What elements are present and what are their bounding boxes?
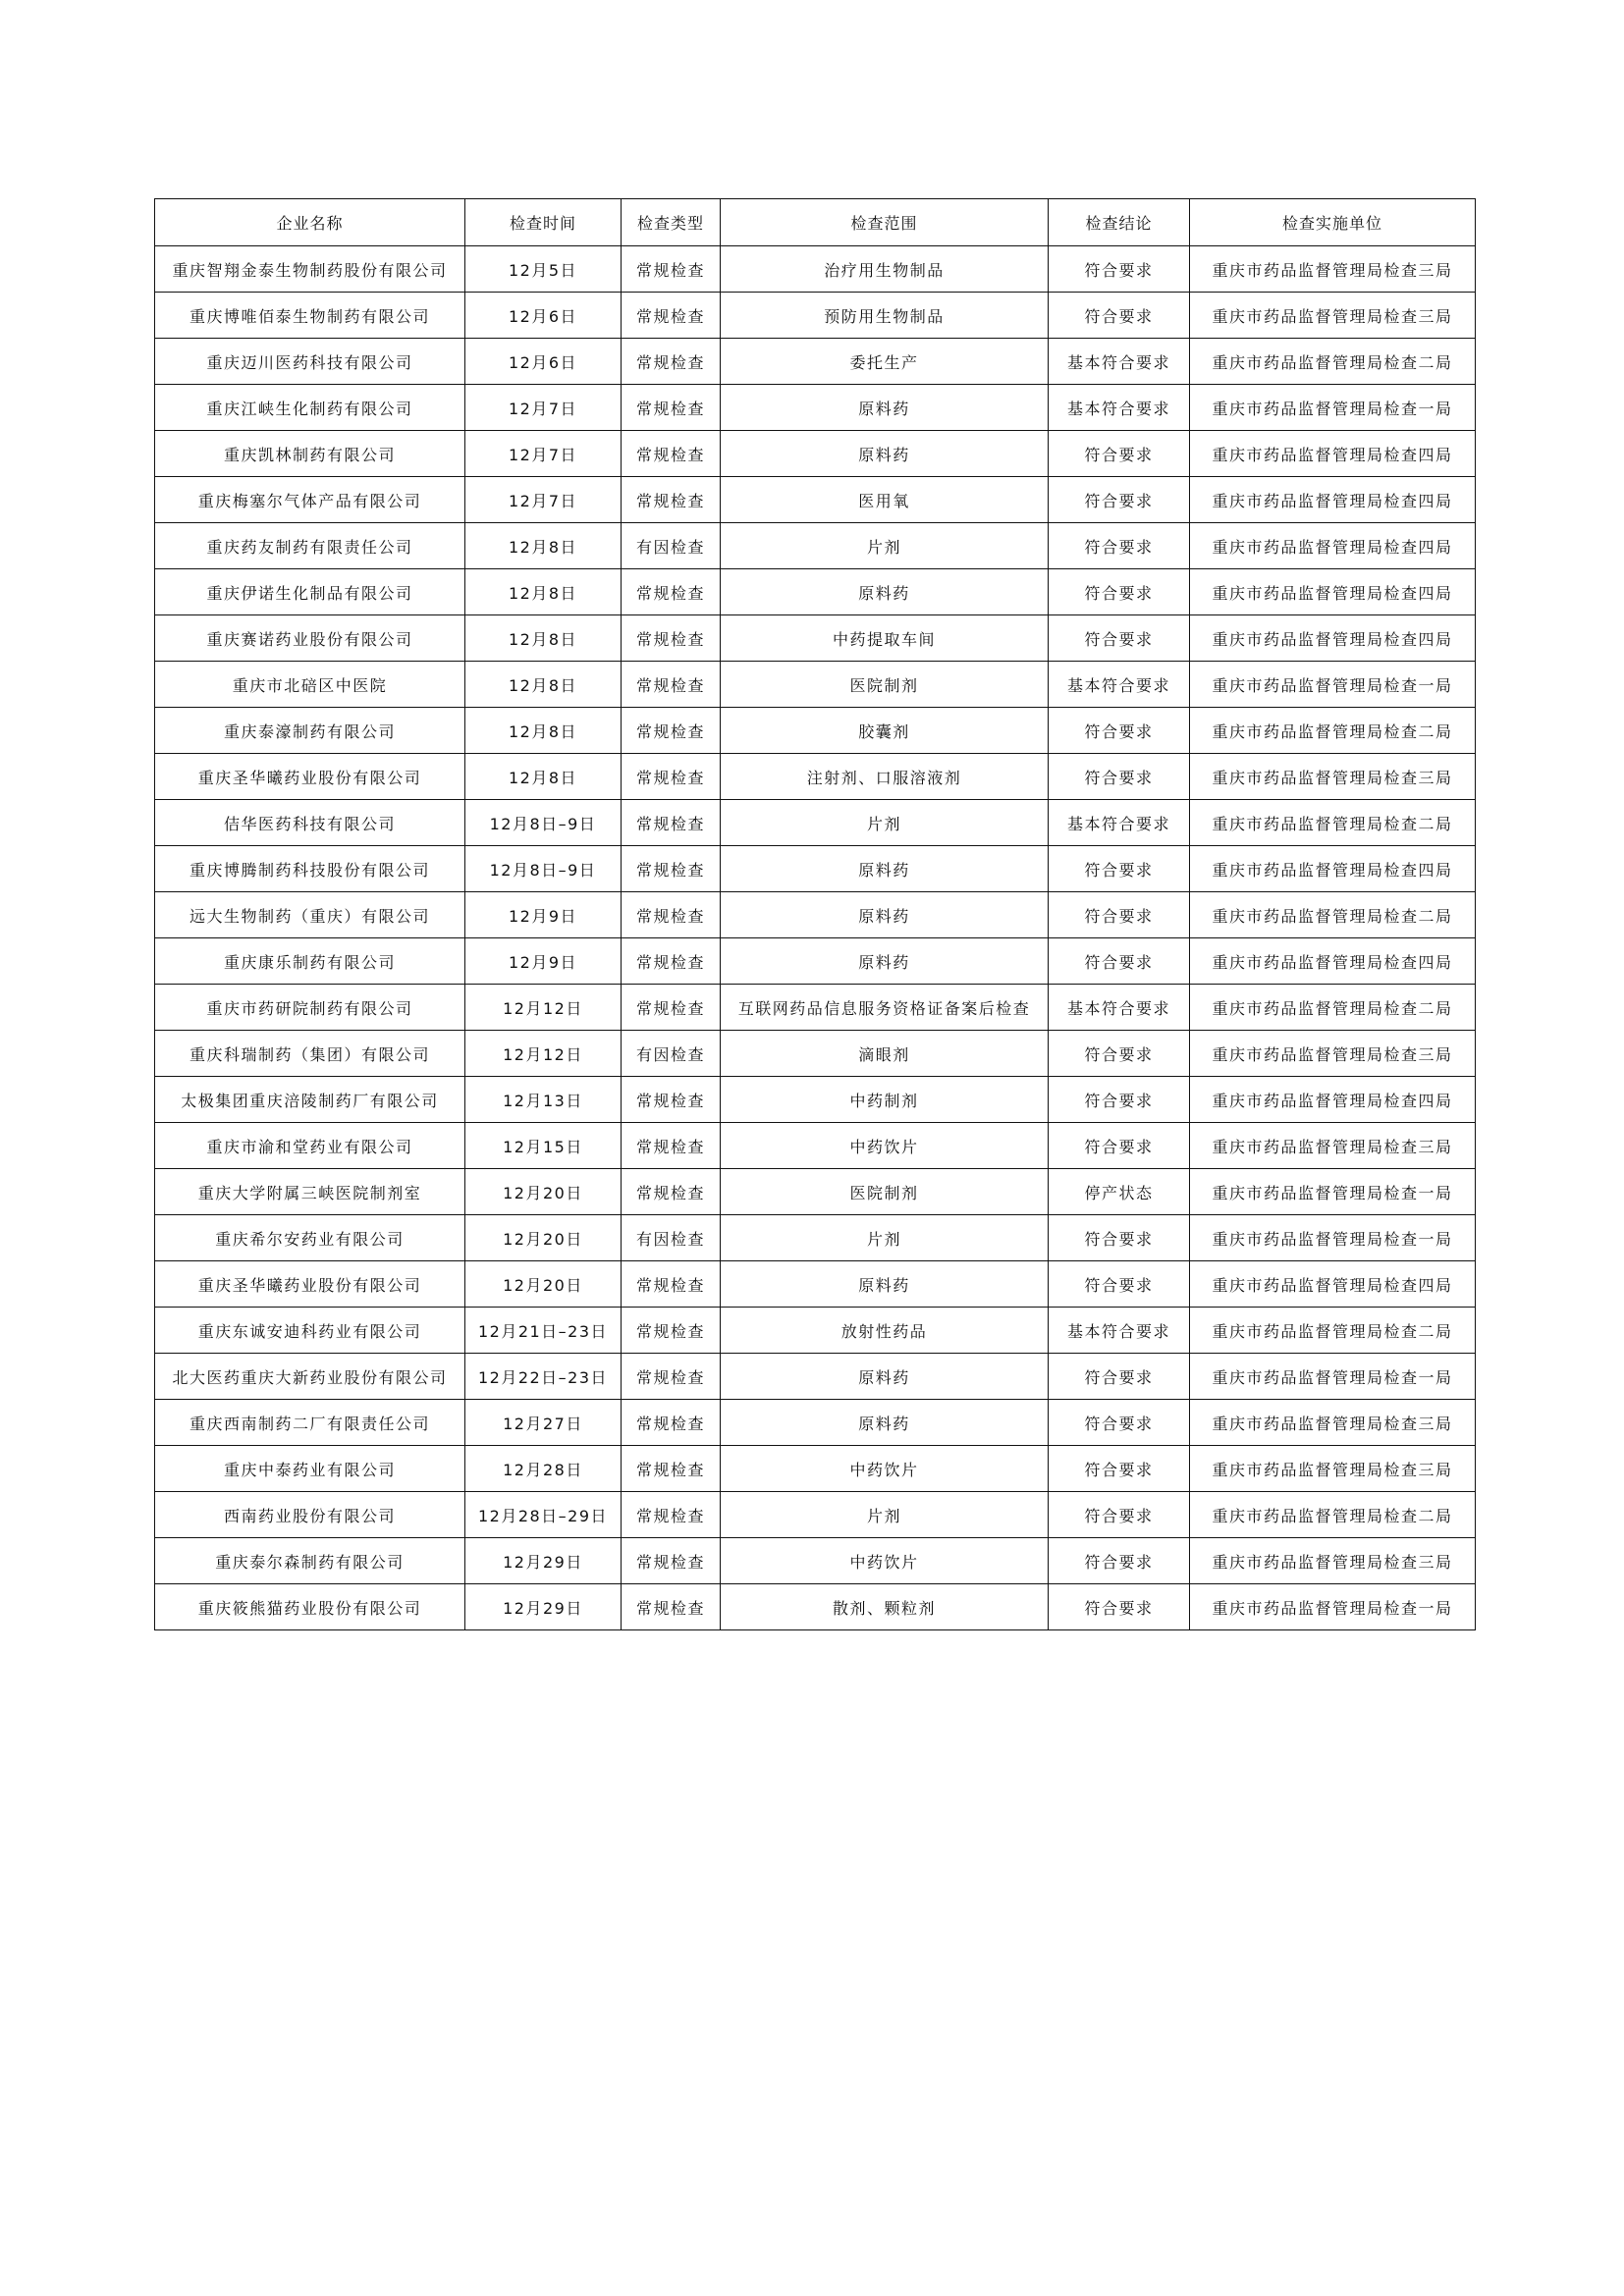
conclusion-cell: 符合要求 bbox=[1049, 846, 1190, 892]
date-cell: 12月7日 bbox=[465, 477, 622, 523]
scope-cell: 委托生产 bbox=[721, 339, 1049, 385]
conclusion-cell: 基本符合要求 bbox=[1049, 662, 1190, 708]
scope-cell: 散剂、颗粒剂 bbox=[721, 1584, 1049, 1630]
scope-cell: 互联网药品信息服务资格证备案后检查 bbox=[721, 985, 1049, 1031]
table-header bbox=[155, 199, 1476, 246]
type-cell: 常规检查 bbox=[622, 938, 721, 985]
header-row bbox=[155, 199, 1476, 246]
company-cell: 重庆博唯佰泰生物制药有限公司 bbox=[155, 293, 465, 339]
unit-cell: 重庆市药品监督管理局检查一局 bbox=[1190, 662, 1476, 708]
table-row bbox=[155, 1077, 1476, 1123]
date-cell: 12月29日 bbox=[465, 1538, 622, 1584]
date-cell: 12月8日 bbox=[465, 523, 622, 569]
table-row bbox=[155, 1031, 1476, 1077]
table-row bbox=[155, 1446, 1476, 1492]
scope-cell: 中药饮片 bbox=[721, 1123, 1049, 1169]
unit-cell: 重庆市药品监督管理局检查二局 bbox=[1190, 800, 1476, 846]
unit-cell: 重庆市药品监督管理局检查一局 bbox=[1190, 1169, 1476, 1215]
date-cell: 12月8日–9日 bbox=[465, 800, 622, 846]
type-cell: 常规检查 bbox=[622, 662, 721, 708]
company-cell: 重庆康乐制药有限公司 bbox=[155, 938, 465, 985]
scope-cell: 原料药 bbox=[721, 1354, 1049, 1400]
conclusion-cell: 符合要求 bbox=[1049, 293, 1190, 339]
scope-cell: 放射性药品 bbox=[721, 1308, 1049, 1354]
date-cell: 12月29日 bbox=[465, 1584, 622, 1630]
company-cell: 重庆梅塞尔气体产品有限公司 bbox=[155, 477, 465, 523]
unit-cell: 重庆市药品监督管理局检查二局 bbox=[1190, 892, 1476, 938]
date-cell: 12月7日 bbox=[465, 431, 622, 477]
company-cell: 重庆市药研院制药有限公司 bbox=[155, 985, 465, 1031]
conclusion-cell: 符合要求 bbox=[1049, 1492, 1190, 1538]
date-cell: 12月28日 bbox=[465, 1446, 622, 1492]
type-cell: 常规检查 bbox=[622, 615, 721, 662]
unit-cell: 重庆市药品监督管理局检查四局 bbox=[1190, 938, 1476, 985]
unit-cell: 重庆市药品监督管理局检查二局 bbox=[1190, 708, 1476, 754]
scope-cell: 片剂 bbox=[721, 1492, 1049, 1538]
company-cell: 西南药业股份有限公司 bbox=[155, 1492, 465, 1538]
type-cell: 常规检查 bbox=[622, 1354, 721, 1400]
date-cell: 12月8日 bbox=[465, 662, 622, 708]
company-cell: 重庆伊诺生化制品有限公司 bbox=[155, 569, 465, 615]
unit-cell: 重庆市药品监督管理局检查三局 bbox=[1190, 1538, 1476, 1584]
scope-cell: 治疗用生物制品 bbox=[721, 246, 1049, 293]
conclusion-cell: 基本符合要求 bbox=[1049, 385, 1190, 431]
conclusion-cell: 符合要求 bbox=[1049, 246, 1190, 293]
company-cell: 重庆东诚安迪科药业有限公司 bbox=[155, 1308, 465, 1354]
date-cell: 12月21日–23日 bbox=[465, 1308, 622, 1354]
scope-cell: 原料药 bbox=[721, 431, 1049, 477]
table-row bbox=[155, 339, 1476, 385]
type-cell: 常规检查 bbox=[622, 800, 721, 846]
scope-cell: 片剂 bbox=[721, 800, 1049, 846]
scope-cell: 原料药 bbox=[721, 938, 1049, 985]
scope-cell: 原料药 bbox=[721, 1261, 1049, 1308]
column-header-date: 检查时间 bbox=[465, 199, 622, 246]
conclusion-cell: 符合要求 bbox=[1049, 754, 1190, 800]
unit-cell: 重庆市药品监督管理局检查三局 bbox=[1190, 1446, 1476, 1492]
conclusion-cell: 基本符合要求 bbox=[1049, 1308, 1190, 1354]
conclusion-cell: 符合要求 bbox=[1049, 1031, 1190, 1077]
type-cell: 常规检查 bbox=[622, 569, 721, 615]
company-cell: 重庆中泰药业有限公司 bbox=[155, 1446, 465, 1492]
table-row bbox=[155, 1215, 1476, 1261]
table-row bbox=[155, 1261, 1476, 1308]
conclusion-cell: 符合要求 bbox=[1049, 1123, 1190, 1169]
table-row bbox=[155, 662, 1476, 708]
column-header-type: 检查类型 bbox=[622, 199, 721, 246]
unit-cell: 重庆市药品监督管理局检查三局 bbox=[1190, 1123, 1476, 1169]
company-cell: 重庆希尔安药业有限公司 bbox=[155, 1215, 465, 1261]
date-cell: 12月22日–23日 bbox=[465, 1354, 622, 1400]
unit-cell: 重庆市药品监督管理局检查二局 bbox=[1190, 1492, 1476, 1538]
date-cell: 12月8日 bbox=[465, 615, 622, 662]
conclusion-cell: 基本符合要求 bbox=[1049, 800, 1190, 846]
type-cell: 有因检查 bbox=[622, 1215, 721, 1261]
scope-cell: 医用氧 bbox=[721, 477, 1049, 523]
type-cell: 有因检查 bbox=[622, 523, 721, 569]
unit-cell: 重庆市药品监督管理局检查一局 bbox=[1190, 1215, 1476, 1261]
unit-cell: 重庆市药品监督管理局检查二局 bbox=[1190, 985, 1476, 1031]
table-row bbox=[155, 523, 1476, 569]
type-cell: 常规检查 bbox=[622, 892, 721, 938]
unit-cell: 重庆市药品监督管理局检查四局 bbox=[1190, 523, 1476, 569]
conclusion-cell: 符合要求 bbox=[1049, 1584, 1190, 1630]
type-cell: 常规检查 bbox=[622, 1123, 721, 1169]
type-cell: 常规检查 bbox=[622, 1261, 721, 1308]
date-cell: 12月13日 bbox=[465, 1077, 622, 1123]
date-cell: 12月8日 bbox=[465, 708, 622, 754]
conclusion-cell: 符合要求 bbox=[1049, 1077, 1190, 1123]
table-row bbox=[155, 985, 1476, 1031]
unit-cell: 重庆市药品监督管理局检查四局 bbox=[1190, 477, 1476, 523]
scope-cell: 医院制剂 bbox=[721, 1169, 1049, 1215]
scope-cell: 滴眼剂 bbox=[721, 1031, 1049, 1077]
unit-cell: 重庆市药品监督管理局检查三局 bbox=[1190, 1400, 1476, 1446]
table-row bbox=[155, 1123, 1476, 1169]
table-row bbox=[155, 754, 1476, 800]
table-row bbox=[155, 938, 1476, 985]
table-body bbox=[155, 246, 1476, 1630]
date-cell: 12月6日 bbox=[465, 293, 622, 339]
company-cell: 重庆博腾制药科技股份有限公司 bbox=[155, 846, 465, 892]
type-cell: 常规检查 bbox=[622, 708, 721, 754]
table-row bbox=[155, 246, 1476, 293]
company-cell: 重庆江峡生化制药有限公司 bbox=[155, 385, 465, 431]
company-cell: 佶华医药科技有限公司 bbox=[155, 800, 465, 846]
date-cell: 12月12日 bbox=[465, 985, 622, 1031]
company-cell: 重庆迈川医药科技有限公司 bbox=[155, 339, 465, 385]
type-cell: 常规检查 bbox=[622, 293, 721, 339]
company-cell: 重庆圣华曦药业股份有限公司 bbox=[155, 1261, 465, 1308]
unit-cell: 重庆市药品监督管理局检查四局 bbox=[1190, 1077, 1476, 1123]
company-cell: 重庆筱熊猫药业股份有限公司 bbox=[155, 1584, 465, 1630]
type-cell: 常规检查 bbox=[622, 1584, 721, 1630]
unit-cell: 重庆市药品监督管理局检查四局 bbox=[1190, 615, 1476, 662]
conclusion-cell: 符合要求 bbox=[1049, 615, 1190, 662]
scope-cell: 原料药 bbox=[721, 846, 1049, 892]
conclusion-cell: 符合要求 bbox=[1049, 477, 1190, 523]
conclusion-cell: 符合要求 bbox=[1049, 1446, 1190, 1492]
date-cell: 12月12日 bbox=[465, 1031, 622, 1077]
table-row bbox=[155, 569, 1476, 615]
date-cell: 12月28日–29日 bbox=[465, 1492, 622, 1538]
scope-cell: 中药提取车间 bbox=[721, 615, 1049, 662]
type-cell: 常规检查 bbox=[622, 754, 721, 800]
date-cell: 12月9日 bbox=[465, 938, 622, 985]
conclusion-cell: 符合要求 bbox=[1049, 1215, 1190, 1261]
date-cell: 12月20日 bbox=[465, 1215, 622, 1261]
conclusion-cell: 符合要求 bbox=[1049, 1400, 1190, 1446]
unit-cell: 重庆市药品监督管理局检查四局 bbox=[1190, 431, 1476, 477]
date-cell: 12月20日 bbox=[465, 1169, 622, 1215]
table-row bbox=[155, 800, 1476, 846]
conclusion-cell: 符合要求 bbox=[1049, 569, 1190, 615]
conclusion-cell: 符合要求 bbox=[1049, 1538, 1190, 1584]
company-cell: 重庆市渝和堂药业有限公司 bbox=[155, 1123, 465, 1169]
type-cell: 常规检查 bbox=[622, 1400, 721, 1446]
type-cell: 常规检查 bbox=[622, 1446, 721, 1492]
unit-cell: 重庆市药品监督管理局检查三局 bbox=[1190, 246, 1476, 293]
company-cell: 重庆圣华曦药业股份有限公司 bbox=[155, 754, 465, 800]
conclusion-cell: 符合要求 bbox=[1049, 892, 1190, 938]
table-row bbox=[155, 708, 1476, 754]
column-header-scope: 检查范围 bbox=[721, 199, 1049, 246]
date-cell: 12月5日 bbox=[465, 246, 622, 293]
table-row bbox=[155, 1354, 1476, 1400]
scope-cell: 原料药 bbox=[721, 1400, 1049, 1446]
unit-cell: 重庆市药品监督管理局检查二局 bbox=[1190, 1308, 1476, 1354]
column-header-company: 企业名称 bbox=[155, 199, 465, 246]
scope-cell: 胶囊剂 bbox=[721, 708, 1049, 754]
type-cell: 常规检查 bbox=[622, 1538, 721, 1584]
unit-cell: 重庆市药品监督管理局检查三局 bbox=[1190, 293, 1476, 339]
table-row bbox=[155, 1169, 1476, 1215]
scope-cell: 中药饮片 bbox=[721, 1538, 1049, 1584]
table-row bbox=[155, 1538, 1476, 1584]
unit-cell: 重庆市药品监督管理局检查一局 bbox=[1190, 1584, 1476, 1630]
table-row bbox=[155, 892, 1476, 938]
table-row bbox=[155, 1308, 1476, 1354]
company-cell: 重庆科瑞制药（集团）有限公司 bbox=[155, 1031, 465, 1077]
table-row bbox=[155, 1584, 1476, 1630]
type-cell: 常规检查 bbox=[622, 985, 721, 1031]
unit-cell: 重庆市药品监督管理局检查二局 bbox=[1190, 339, 1476, 385]
table-row bbox=[155, 477, 1476, 523]
date-cell: 12月8日 bbox=[465, 754, 622, 800]
scope-cell: 原料药 bbox=[721, 569, 1049, 615]
scope-cell: 预防用生物制品 bbox=[721, 293, 1049, 339]
conclusion-cell: 停产状态 bbox=[1049, 1169, 1190, 1215]
scope-cell: 片剂 bbox=[721, 523, 1049, 569]
scope-cell: 中药饮片 bbox=[721, 1446, 1049, 1492]
column-header-unit: 检查实施单位 bbox=[1190, 199, 1476, 246]
conclusion-cell: 符合要求 bbox=[1049, 708, 1190, 754]
date-cell: 12月6日 bbox=[465, 339, 622, 385]
scope-cell: 原料药 bbox=[721, 892, 1049, 938]
type-cell: 常规检查 bbox=[622, 385, 721, 431]
conclusion-cell: 基本符合要求 bbox=[1049, 339, 1190, 385]
date-cell: 12月15日 bbox=[465, 1123, 622, 1169]
type-cell: 常规检查 bbox=[622, 477, 721, 523]
scope-cell: 医院制剂 bbox=[721, 662, 1049, 708]
date-cell: 12月9日 bbox=[465, 892, 622, 938]
column-header-conclusion: 检查结论 bbox=[1049, 199, 1190, 246]
unit-cell: 重庆市药品监督管理局检查四局 bbox=[1190, 569, 1476, 615]
type-cell: 常规检查 bbox=[622, 246, 721, 293]
company-cell: 重庆赛诺药业股份有限公司 bbox=[155, 615, 465, 662]
scope-cell: 原料药 bbox=[721, 385, 1049, 431]
unit-cell: 重庆市药品监督管理局检查一局 bbox=[1190, 385, 1476, 431]
company-cell: 重庆药友制药有限责任公司 bbox=[155, 523, 465, 569]
type-cell: 常规检查 bbox=[622, 1077, 721, 1123]
type-cell: 常规检查 bbox=[622, 1492, 721, 1538]
conclusion-cell: 符合要求 bbox=[1049, 431, 1190, 477]
table-row bbox=[155, 1492, 1476, 1538]
table-row bbox=[155, 385, 1476, 431]
company-cell: 重庆大学附属三峡医院制剂室 bbox=[155, 1169, 465, 1215]
date-cell: 12月8日 bbox=[465, 569, 622, 615]
type-cell: 有因检查 bbox=[622, 1031, 721, 1077]
company-cell: 重庆西南制药二厂有限责任公司 bbox=[155, 1400, 465, 1446]
company-cell: 重庆泰尔森制药有限公司 bbox=[155, 1538, 465, 1584]
date-cell: 12月7日 bbox=[465, 385, 622, 431]
unit-cell: 重庆市药品监督管理局检查四局 bbox=[1190, 1261, 1476, 1308]
conclusion-cell: 符合要求 bbox=[1049, 938, 1190, 985]
company-cell: 重庆泰濠制药有限公司 bbox=[155, 708, 465, 754]
inspection-table bbox=[154, 198, 1476, 1630]
company-cell: 重庆凯林制药有限公司 bbox=[155, 431, 465, 477]
table-row bbox=[155, 431, 1476, 477]
company-cell: 北大医药重庆大新药业股份有限公司 bbox=[155, 1354, 465, 1400]
conclusion-cell: 符合要求 bbox=[1049, 1354, 1190, 1400]
table-row bbox=[155, 293, 1476, 339]
company-cell: 远大生物制药（重庆）有限公司 bbox=[155, 892, 465, 938]
date-cell: 12月8日–9日 bbox=[465, 846, 622, 892]
type-cell: 常规检查 bbox=[622, 431, 721, 477]
company-cell: 太极集团重庆涪陵制药厂有限公司 bbox=[155, 1077, 465, 1123]
conclusion-cell: 符合要求 bbox=[1049, 1261, 1190, 1308]
unit-cell: 重庆市药品监督管理局检查一局 bbox=[1190, 1354, 1476, 1400]
company-cell: 重庆市北碚区中医院 bbox=[155, 662, 465, 708]
scope-cell: 片剂 bbox=[721, 1215, 1049, 1261]
date-cell: 12月20日 bbox=[465, 1261, 622, 1308]
unit-cell: 重庆市药品监督管理局检查三局 bbox=[1190, 754, 1476, 800]
table-row bbox=[155, 846, 1476, 892]
type-cell: 常规检查 bbox=[622, 1169, 721, 1215]
type-cell: 常规检查 bbox=[622, 846, 721, 892]
conclusion-cell: 基本符合要求 bbox=[1049, 985, 1190, 1031]
type-cell: 常规检查 bbox=[622, 1308, 721, 1354]
date-cell: 12月27日 bbox=[465, 1400, 622, 1446]
scope-cell: 注射剂、口服溶液剂 bbox=[721, 754, 1049, 800]
scope-cell: 中药制剂 bbox=[721, 1077, 1049, 1123]
unit-cell: 重庆市药品监督管理局检查三局 bbox=[1190, 1031, 1476, 1077]
type-cell: 常规检查 bbox=[622, 339, 721, 385]
company-cell: 重庆智翔金泰生物制药股份有限公司 bbox=[155, 246, 465, 293]
unit-cell: 重庆市药品监督管理局检查四局 bbox=[1190, 846, 1476, 892]
table-row bbox=[155, 615, 1476, 662]
table-row bbox=[155, 1400, 1476, 1446]
conclusion-cell: 符合要求 bbox=[1049, 523, 1190, 569]
